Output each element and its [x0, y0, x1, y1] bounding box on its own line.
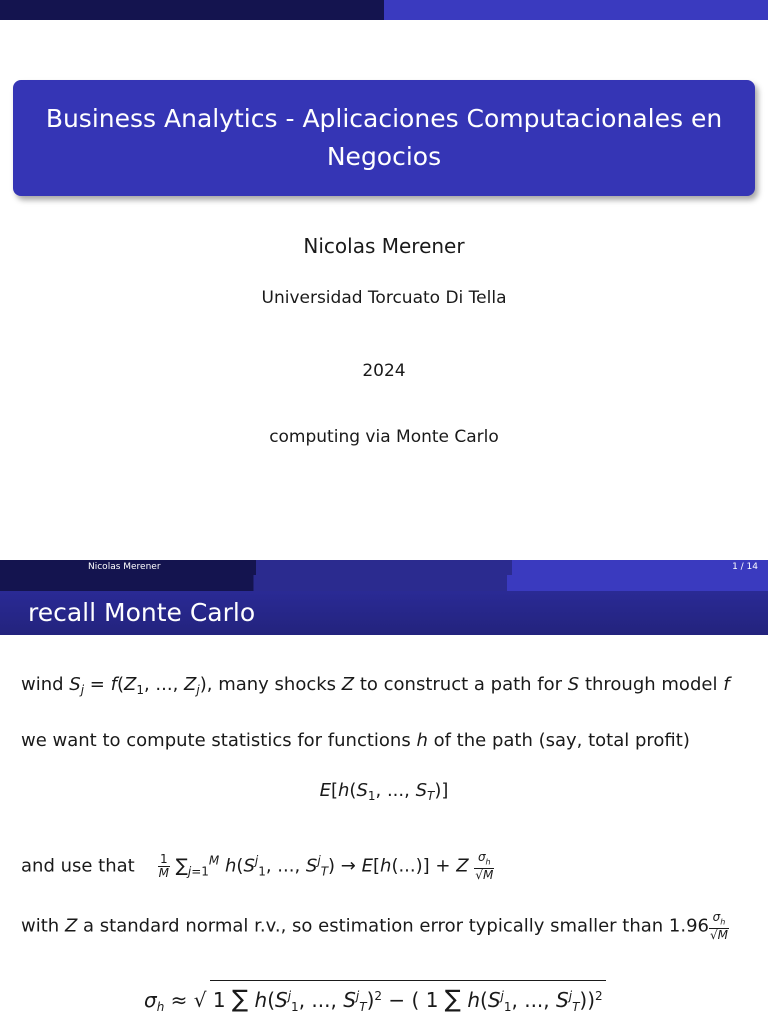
presentation-title: Business Analytics - Aplicaciones Computacionales en Negocios	[45, 104, 723, 171]
frame-header-bar	[0, 575, 768, 591]
header-bar-left	[0, 0, 384, 20]
footer-middle	[256, 560, 512, 575]
formula-sigma-estimate: $\sigma_h$ ≈ √ 1 ∑ $h(S^j_1$, ..., $S^j_T)^2$ − ( 1 ∑ $h(S^j_1$, ..., $S^j_T))^2$	[144, 985, 603, 1014]
footer-page-number: 1 / 14	[512, 560, 768, 575]
text-line-1: wind $S_j = f(Z_1$, ..., $Z_j$), many shocks Z to construct a path for S through model f	[21, 674, 730, 697]
year: 2024	[362, 361, 406, 381]
formula-expectation: $E[h(S_1$, ..., $S_T$)]	[319, 780, 449, 803]
frame-title: recall Monte Carlo	[0, 591, 768, 635]
footer-author: Nicolas Merener	[0, 560, 256, 575]
header-bar-right	[384, 0, 768, 20]
presentation-subtitle: computing via Monte Carlo	[269, 427, 499, 447]
sqrt-overbar	[210, 980, 606, 981]
institution: Universidad Torcuato Di Tella	[261, 288, 507, 308]
title-box	[13, 80, 755, 196]
author-name: Nicolas Merener	[303, 234, 465, 258]
text-line-5: with Z a standard normal r.v., so estimation error typically smaller than 1.96 $\frac{\sigma_h}{√M}$	[21, 910, 728, 943]
text-line-2: we want to compute statistics for functions h of the path (say, total profit)	[21, 730, 690, 751]
text-line-4: and use that $\frac{1}{M}$ $\sum_{j=1}^M$ $h(S^j_1$, ..., $S^j_T) \to E[h(...)] + Z$ $\frac{\sigma_h}{√M}$	[21, 850, 494, 883]
footer-bar	[0, 560, 768, 575]
